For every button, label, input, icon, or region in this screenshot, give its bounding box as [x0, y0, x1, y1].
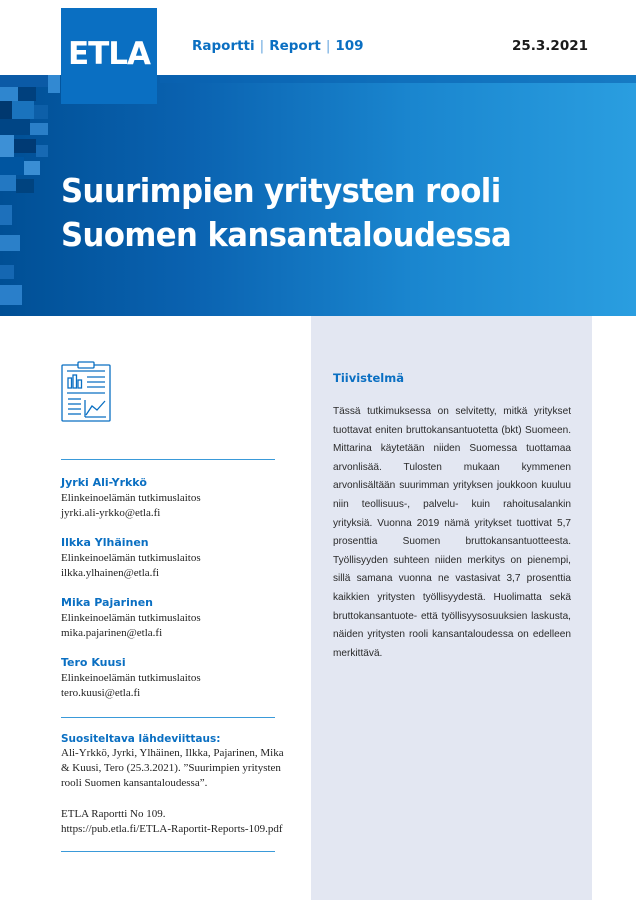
author-block — [61, 475, 291, 521]
mosaic-tile — [48, 75, 60, 93]
series-label: Raportti — [192, 38, 255, 54]
separator: | — [259, 38, 265, 54]
logo-text: ETLA — [67, 36, 151, 72]
author-block — [61, 655, 291, 701]
author-email[interactable]: ilkka.ylhainen@etla.fi — [61, 567, 160, 579]
mosaic-tile — [14, 139, 36, 153]
author-name: Jyrki Ali-Yrkkö — [61, 476, 147, 489]
mosaic-tile — [0, 119, 30, 135]
abstract-text: Tässä tutkimuksessa on selvitetty, mitkä yritykset tuottavat eniten bruttokansantuotetta (bkt) Suomeen. Mittarina käytetään niiden Suomessa tuottamaa arvonlisää. Tulosten mukaan kymmenen arvonlisältään suurimman yrityksen joukkoon kuuluu niin teollisuus-, palvelu- kuin rahoitusalankin yrityksiä. Vuonna 2019 nämä yritykset tuottivat 5,7 prosenttia Suomen bruttokansantuotteesta. Työllisyyden suhteen niiden merkitys on pienempi, sillä samana vuonna ne vastasivat 3,7 prosenttia kaikkien yritysten työllisyydestä. Huolimatta sekä bruttokansantuote- että työllisyysosuuksien laskusta, näiden yritysten rooli kansantaloudessa on edelleen merkittävä. — [333, 406, 571, 659]
author-block — [61, 535, 291, 581]
report-number: 109 — [335, 38, 364, 54]
mosaic-tile — [0, 175, 16, 191]
divider — [61, 851, 275, 852]
author-name: Ilkka Ylhäinen — [61, 536, 149, 549]
mosaic-tile — [0, 205, 12, 225]
report-date: 25.3.2021 — [511, 38, 588, 54]
mosaic-tile — [0, 101, 12, 119]
title-line-1: Suurimpien yritysten rooli — [61, 171, 501, 210]
mosaic-tile — [12, 101, 34, 119]
abstract-heading: Tiivistelmä — [333, 371, 404, 385]
citation-heading: Suositeltava lähdeviittaus: — [61, 733, 221, 745]
author-name: Tero Kuusi — [61, 656, 126, 669]
mosaic-tile — [0, 235, 20, 251]
mosaic-tile — [0, 87, 18, 101]
mosaic-tile — [0, 135, 14, 157]
author-affiliation: Elinkeinoelämän tutkimuslaitos — [61, 492, 201, 504]
mosaic-tile — [160, 75, 636, 83]
report-document-icon — [61, 361, 113, 423]
citation-text: Ali-Yrkkö, Jyrki, Ylhäinen, Ilkka, Pajarinen, Mika & Kuusi, Tero (25.3.2021). ”Suurimpien yritysten rooli Suomen kansantaloudessa”. — [61, 747, 284, 790]
mosaic-tile — [34, 105, 48, 119]
report-title — [61, 169, 511, 257]
report-url-link[interactable]: https://pub.etla.fi/ETLA-Raportit-Reports-109.pdf — [61, 823, 283, 836]
mosaic-tile — [24, 161, 40, 175]
author-email[interactable]: tero.kuusi@etla.fi — [61, 687, 141, 699]
report-series — [192, 38, 364, 54]
mosaic-tile — [0, 157, 24, 175]
series-label-en: Report — [269, 38, 321, 54]
mosaic-tile — [18, 87, 36, 101]
mosaic-tile — [16, 179, 34, 193]
report-info-line: ETLA Raportti No 109. — [61, 808, 166, 820]
author-email[interactable]: jyrki.ali-yrkko@etla.fi — [61, 507, 161, 519]
author-affiliation: Elinkeinoelämän tutkimuslaitos — [61, 552, 201, 564]
report-info — [61, 807, 301, 837]
author-name: Mika Pajarinen — [61, 596, 153, 609]
author-affiliation: Elinkeinoelämän tutkimuslaitos — [61, 612, 201, 624]
mosaic-tile — [0, 285, 22, 305]
author-affiliation: Elinkeinoelämän tutkimuslaitos — [61, 672, 201, 684]
mosaic-tile — [36, 145, 48, 157]
title-line-2: Suomen kansantaloudessa — [61, 215, 512, 254]
author-block — [61, 595, 291, 641]
author-email[interactable]: mika.pajarinen@etla.fi — [61, 627, 163, 639]
etla-logo — [61, 8, 157, 104]
separator: | — [325, 38, 331, 54]
abstract-panel — [311, 316, 592, 900]
mosaic-tile — [0, 265, 14, 279]
divider — [61, 459, 275, 460]
mosaic-tile — [30, 123, 48, 135]
divider — [61, 717, 275, 718]
